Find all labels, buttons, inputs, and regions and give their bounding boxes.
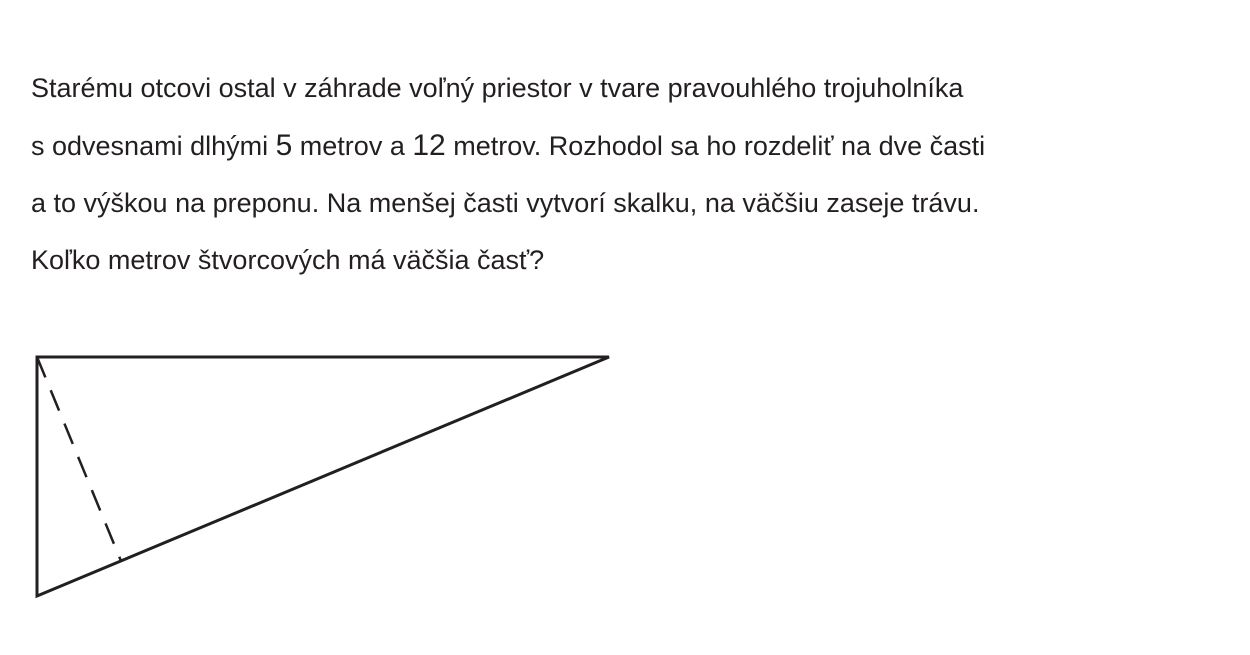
triangle-figure — [0, 340, 640, 620]
line-2-end: metrov. Rozhodol sa ho rozdeliť na dve časti — [445, 131, 986, 161]
problem-line-2 — [31, 117, 1211, 175]
problem-line-4: Koľko metrov štvorcových má väčšia časť? — [31, 245, 545, 275]
problem-line-1: Starému otcovi ostal v záhrade voľný priestor v tvare pravouhlého trojuholníka — [31, 73, 964, 103]
leg-a-value: 5 — [275, 129, 293, 162]
line-2-start: s odvesnami dlhými — [31, 131, 276, 161]
line-2-middle: metrov a — [292, 131, 413, 161]
problem-statement — [31, 60, 1211, 289]
altitude-dashed-line — [37, 357, 121, 561]
problem-line-3: a to výškou na preponu. Na menšej časti vytvorí skalku, na väčšiu zaseje trávu. — [31, 188, 980, 218]
right-triangle — [37, 357, 609, 596]
leg-b-value: 12 — [412, 129, 446, 162]
